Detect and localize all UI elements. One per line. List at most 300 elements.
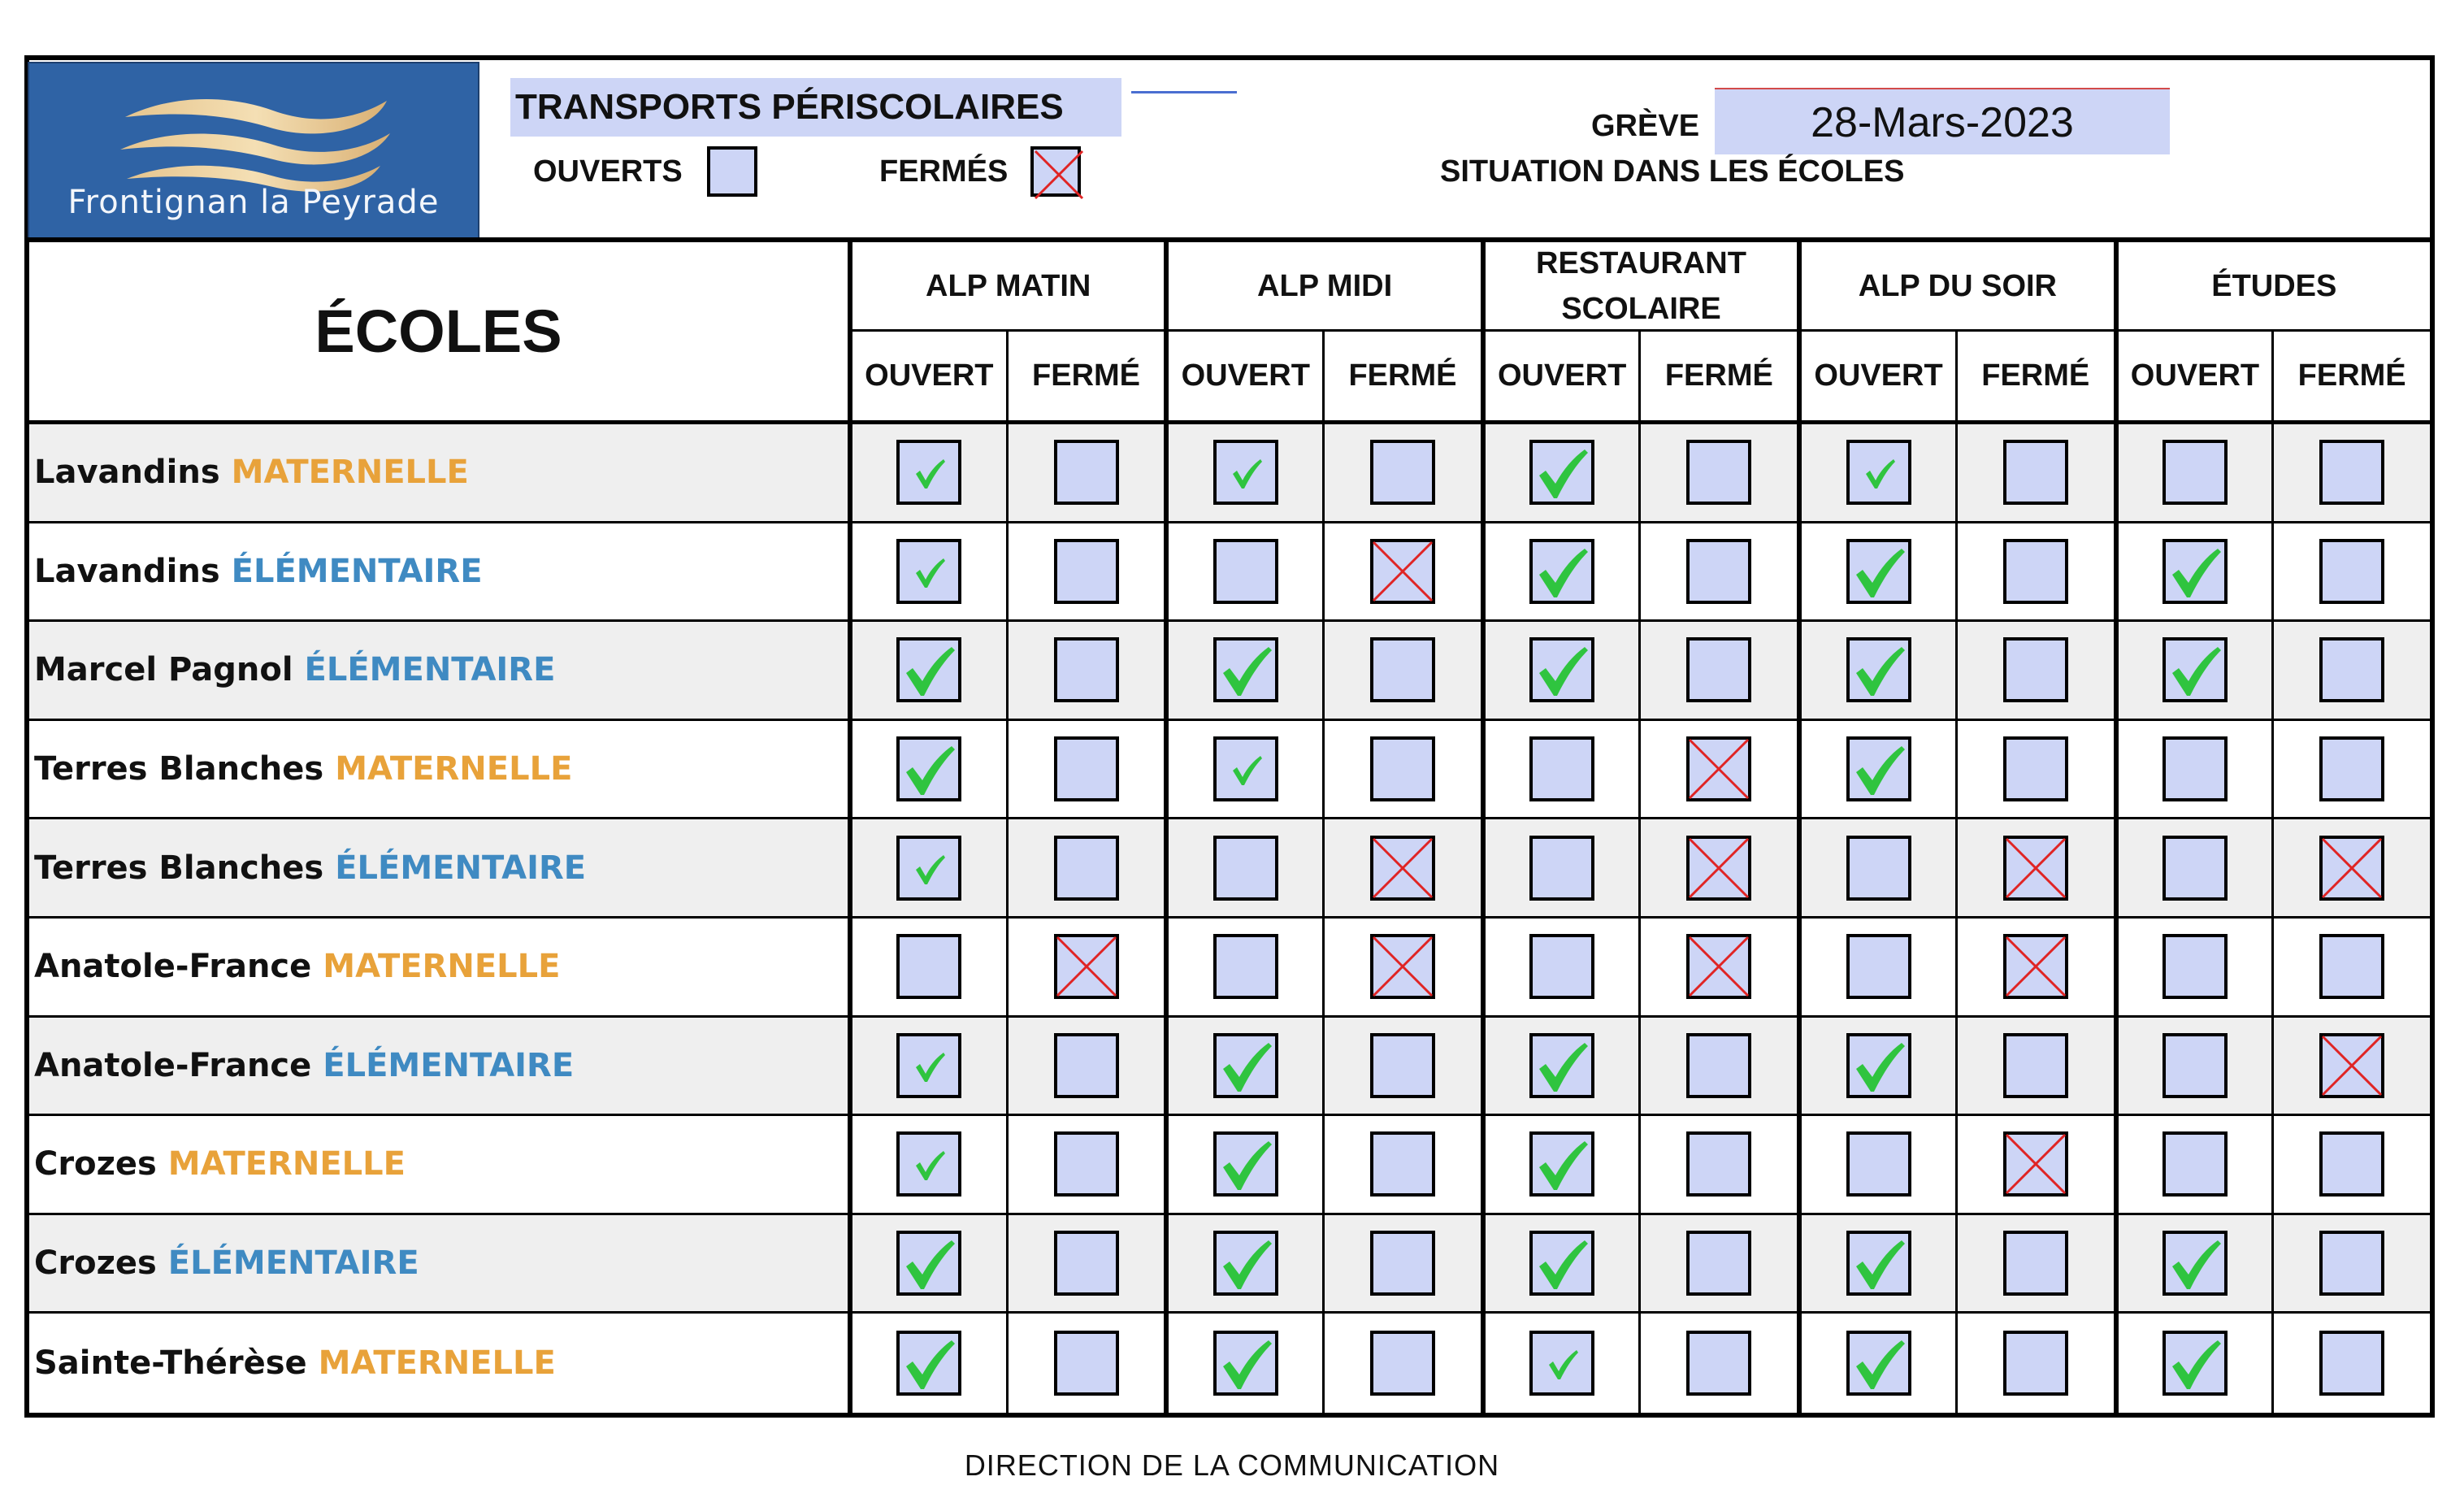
open-checkbox-alp-matin[interactable] [896, 1033, 961, 1098]
status-cell [1638, 1116, 1797, 1215]
open-checkbox-etudes[interactable] [2163, 934, 2228, 999]
check-icon [1846, 1033, 1911, 1098]
closed-checkbox-restaurant-scolaire[interactable] [1686, 836, 1751, 901]
closed-checkbox-etudes[interactable] [2319, 1131, 2384, 1197]
open-checkbox-alp-du-soir[interactable] [1846, 736, 1911, 801]
open-checkbox-alp-du-soir[interactable] [1846, 1131, 1911, 1197]
closed-header-restaurant-scolaire: FERMÉ [1638, 332, 1797, 424]
status-cell [1322, 622, 1481, 721]
open-checkbox-alp-matin[interactable] [896, 1131, 961, 1197]
school-name-row [29, 1018, 848, 1117]
open-checkbox-alp-du-soir[interactable] [1846, 637, 1911, 702]
status-cell [1797, 523, 1955, 623]
closed-header-alp-du-soir: FERMÉ [1955, 332, 2114, 424]
status-cell [1638, 1215, 1797, 1314]
open-header-restaurant-scolaire: OUVERT [1481, 332, 1639, 424]
check-icon [1529, 539, 1594, 604]
closed-checkbox-alp-du-soir[interactable] [2003, 440, 2068, 505]
check-icon [896, 1231, 961, 1296]
status-cell [1797, 819, 1955, 919]
check-icon [1846, 440, 1911, 505]
status-cell [1481, 721, 1639, 820]
closed-checkbox-alp-du-soir[interactable] [2003, 1131, 2068, 1197]
open-checkbox-etudes[interactable] [2163, 539, 2228, 604]
closed-checkbox-restaurant-scolaire[interactable] [1686, 440, 1751, 505]
open-checkbox-etudes[interactable] [2163, 836, 2228, 901]
status-cell [1638, 721, 1797, 820]
cross-icon [1370, 836, 1435, 901]
cross-icon [1054, 934, 1119, 999]
page-title: TRANSPORTS PÉRISCOLAIRES [510, 78, 1121, 137]
status-cell [1481, 1215, 1639, 1314]
closed-checkbox-alp-matin[interactable] [1054, 736, 1119, 801]
open-checkbox-alp-matin[interactable] [896, 736, 961, 801]
closed-header-etudes: FERMÉ [2271, 332, 2430, 424]
open-checkbox-etudes[interactable] [2163, 637, 2228, 702]
status-cell [1164, 622, 1322, 721]
status-cell [2114, 1018, 2272, 1117]
closed-checkbox-alp-midi[interactable] [1370, 1131, 1435, 1197]
closed-checkbox-restaurant-scolaire[interactable] [1686, 736, 1751, 801]
open-checkbox-alp-du-soir[interactable] [1846, 1231, 1911, 1296]
school-name: Anatole-France [34, 1046, 312, 1084]
status-cell [2271, 919, 2430, 1018]
status-cell [2114, 523, 2272, 623]
status-cell [1638, 819, 1797, 919]
closed-checkbox-alp-du-soir[interactable] [2003, 736, 2068, 801]
status-cell [2271, 1018, 2430, 1117]
status-cell [848, 1116, 1006, 1215]
status-cell [1955, 1314, 2114, 1413]
status-cell [2114, 1215, 2272, 1314]
status-cell [1322, 1116, 1481, 1215]
status-cell [1322, 1018, 1481, 1117]
check-icon [1529, 637, 1594, 702]
status-cell [1322, 819, 1481, 919]
status-cell [1797, 1116, 1955, 1215]
schools-table [29, 242, 2430, 1413]
closed-checkbox-etudes[interactable] [2319, 1231, 2384, 1296]
school-name: Marcel Pagnol [34, 651, 293, 689]
status-cell [848, 1018, 1006, 1117]
check-icon [2163, 1231, 2228, 1296]
status-cell [1006, 721, 1165, 820]
situation-label: SITUATION DANS LES ÉCOLES [1440, 154, 1905, 189]
status-cell [848, 919, 1006, 1018]
open-checkbox-alp-matin[interactable] [896, 637, 961, 702]
open-checkbox-alp-midi[interactable] [1213, 637, 1278, 702]
status-cell [1638, 1018, 1797, 1117]
closed-checkbox-restaurant-scolaire[interactable] [1686, 1331, 1751, 1396]
open-checkbox-restaurant-scolaire[interactable] [1529, 1231, 1594, 1296]
status-cell [1322, 919, 1481, 1018]
status-cell [1797, 721, 1955, 820]
school-name: Sainte-Thérèse [34, 1344, 307, 1383]
group-header-restaurant-scolaire: RESTAURANT SCOLAIRE [1481, 242, 1797, 332]
status-cell [1164, 819, 1322, 919]
school-name: Terres Blanches [34, 849, 324, 887]
closed-checkbox-alp-matin[interactable] [1054, 934, 1119, 999]
closed-checkbox-alp-matin[interactable] [1054, 1331, 1119, 1396]
open-checkbox-alp-du-soir[interactable] [1846, 1331, 1911, 1396]
status-cell [1481, 1116, 1639, 1215]
school-level-maternelle: MATERNELLE [335, 750, 573, 788]
open-checkbox-restaurant-scolaire[interactable] [1529, 1131, 1594, 1197]
status-cell [2114, 424, 2272, 523]
status-cell [2271, 1314, 2430, 1413]
status-cell [1006, 819, 1165, 919]
cross-icon [1686, 934, 1751, 999]
closed-checkbox-alp-matin[interactable] [1054, 637, 1119, 702]
status-cell [1797, 424, 1955, 523]
school-level-maternelle: MATERNELLE [323, 948, 561, 986]
status-cell [848, 819, 1006, 919]
status-cell [1006, 1018, 1165, 1117]
closed-checkbox-alp-matin[interactable] [1054, 1033, 1119, 1098]
school-level-elementaire: ÉLÉMENTAIRE [231, 552, 483, 590]
check-icon [896, 440, 961, 505]
status-cell [848, 523, 1006, 623]
school-level-elementaire: ÉLÉMENTAIRE [167, 1244, 419, 1283]
check-icon [896, 1331, 961, 1396]
cross-icon [1370, 539, 1435, 604]
open-checkbox-alp-midi[interactable] [1213, 1033, 1278, 1098]
closed-checkbox-alp-matin[interactable] [1054, 1231, 1119, 1296]
check-icon [1846, 1331, 1911, 1396]
check-icon [1529, 1231, 1594, 1296]
closed-header-alp-matin: FERMÉ [1006, 332, 1165, 424]
open-checkbox-restaurant-scolaire[interactable] [1529, 637, 1594, 702]
status-cell [1638, 622, 1797, 721]
check-icon [1846, 1231, 1911, 1296]
status-cell [1481, 424, 1639, 523]
cross-icon [2003, 934, 2068, 999]
status-cell [1006, 919, 1165, 1018]
open-checkbox-alp-du-soir[interactable] [1846, 440, 1911, 505]
cross-icon [1370, 934, 1435, 999]
school-name-row [29, 1116, 848, 1215]
logo-text: Frontignan la Peyrade [67, 184, 440, 221]
school-level-elementaire: ÉLÉMENTAIRE [304, 651, 556, 689]
open-checkbox-alp-du-soir[interactable] [1846, 539, 1911, 604]
check-icon [896, 1033, 961, 1098]
open-checkbox-alp-matin[interactable] [896, 1331, 961, 1396]
closed-checkbox-alp-matin[interactable] [1054, 539, 1119, 604]
status-cell [1322, 424, 1481, 523]
status-cell [2271, 721, 2430, 820]
status-cell [1638, 919, 1797, 1018]
open-checkbox-alp-midi[interactable] [1213, 1331, 1278, 1396]
school-name-row [29, 622, 848, 721]
status-cell [848, 721, 1006, 820]
closed-checkbox-alp-du-soir[interactable] [2003, 1331, 2068, 1396]
open-checkbox-alp-du-soir[interactable] [1846, 1033, 1911, 1098]
open-header-alp-du-soir: OUVERT [1797, 332, 1955, 424]
strike-label: GRÈVE [1591, 109, 1700, 143]
open-checkbox-alp-matin[interactable] [896, 836, 961, 901]
group-header-alp-matin: ALP MATIN [848, 242, 1164, 332]
status-cell [1164, 1314, 1322, 1413]
open-checkbox-alp-midi[interactable] [1213, 1131, 1278, 1197]
status-cell [1955, 1018, 2114, 1117]
closed-checkbox-alp-midi[interactable] [1370, 836, 1435, 901]
status-cell [1006, 1215, 1165, 1314]
status-cell [2114, 622, 2272, 721]
check-icon [1846, 637, 1911, 702]
schools-header: ÉCOLES [29, 242, 848, 424]
legend-open-label: OUVERTS [533, 154, 683, 189]
status-cell [1955, 622, 2114, 721]
open-checkbox-alp-matin[interactable] [896, 539, 961, 604]
closed-checkbox-alp-matin[interactable] [1054, 440, 1119, 505]
open-checkbox-restaurant-scolaire[interactable] [1529, 440, 1594, 505]
closed-checkbox-etudes[interactable] [2319, 539, 2384, 604]
check-icon [1213, 1131, 1278, 1197]
closed-checkbox-etudes[interactable] [2319, 836, 2384, 901]
status-cell [1797, 919, 1955, 1018]
school-level-maternelle: MATERNELLE [318, 1344, 556, 1383]
open-checkbox-alp-matin[interactable] [896, 934, 961, 999]
closed-checkbox-etudes[interactable] [2319, 1331, 2384, 1396]
footer-credit: DIRECTION DE LA COMMUNICATION [964, 1448, 1500, 1482]
status-cell [1164, 523, 1322, 623]
check-icon [2163, 539, 2228, 604]
school-level-maternelle: MATERNELLE [167, 1145, 406, 1183]
status-cell [1322, 1314, 1481, 1413]
status-cell [2271, 819, 2430, 919]
closed-checkbox-etudes[interactable] [2319, 637, 2384, 702]
status-cell [1955, 819, 2114, 919]
open-checkbox-alp-midi[interactable] [1213, 736, 1278, 801]
status-cell [848, 424, 1006, 523]
closed-checkbox-restaurant-scolaire[interactable] [1686, 1131, 1751, 1197]
check-icon [896, 637, 961, 702]
open-checkbox-restaurant-scolaire[interactable] [1529, 934, 1594, 999]
status-cell [1322, 1215, 1481, 1314]
open-checkbox-alp-midi[interactable] [1213, 539, 1278, 604]
open-checkbox-restaurant-scolaire[interactable] [1529, 736, 1594, 801]
status-cell [1164, 1018, 1322, 1117]
school-name: Lavandins [34, 552, 220, 590]
closed-checkbox-alp-midi[interactable] [1370, 1033, 1435, 1098]
status-cell [1481, 1314, 1639, 1413]
group-header-alp-midi: ALP MIDI [1164, 242, 1480, 332]
status-cell [1006, 1314, 1165, 1413]
open-checkbox-etudes[interactable] [2163, 1331, 2228, 1396]
open-checkbox-alp-matin[interactable] [896, 1231, 961, 1296]
open-checkbox-restaurant-scolaire[interactable] [1529, 1033, 1594, 1098]
cross-icon [1034, 150, 1084, 200]
closed-checkbox-alp-du-soir[interactable] [2003, 934, 2068, 999]
status-cell [848, 622, 1006, 721]
status-cell [1797, 622, 1955, 721]
status-cell [1955, 721, 2114, 820]
status-cell [1164, 1116, 1322, 1215]
school-name-row [29, 819, 848, 919]
status-cell [1322, 523, 1481, 623]
school-name: Crozes [34, 1145, 157, 1183]
status-cell [2271, 622, 2430, 721]
closed-checkbox-alp-midi[interactable] [1370, 539, 1435, 604]
closed-checkbox-alp-midi[interactable] [1370, 1331, 1435, 1396]
check-icon [1846, 736, 1911, 801]
cross-icon [2319, 1033, 2384, 1098]
check-icon [1213, 440, 1278, 505]
status-cell [1006, 424, 1165, 523]
closed-checkbox-restaurant-scolaire[interactable] [1686, 539, 1751, 604]
open-header-alp-matin: OUVERT [848, 332, 1006, 424]
closed-checkbox-restaurant-scolaire[interactable] [1686, 934, 1751, 999]
check-icon [896, 1131, 961, 1197]
closed-checkbox-alp-matin[interactable] [1054, 836, 1119, 901]
group-header-alp-du-soir: ALP DU SOIR [1797, 242, 2113, 332]
status-cell [2114, 819, 2272, 919]
status-cell [1006, 622, 1165, 721]
open-checkbox-etudes[interactable] [2163, 1131, 2228, 1197]
open-header-alp-midi: OUVERT [1164, 332, 1322, 424]
status-cell [1164, 721, 1322, 820]
open-checkbox-alp-du-soir[interactable] [1846, 836, 1911, 901]
status-cell [1164, 1215, 1322, 1314]
closed-checkbox-alp-matin[interactable] [1054, 1131, 1119, 1197]
cross-icon [2003, 1131, 2068, 1197]
status-cell [1322, 721, 1481, 820]
closed-checkbox-etudes[interactable] [2319, 440, 2384, 505]
status-cell [2271, 523, 2430, 623]
status-cell [1797, 1215, 1955, 1314]
open-checkbox-etudes[interactable] [2163, 1231, 2228, 1296]
closed-checkbox-alp-midi[interactable] [1370, 934, 1435, 999]
status-cell [1481, 622, 1639, 721]
closed-checkbox-restaurant-scolaire[interactable] [1686, 637, 1751, 702]
status-cell [2114, 919, 2272, 1018]
open-checkbox-restaurant-scolaire[interactable] [1529, 1331, 1594, 1396]
status-cell [1955, 1215, 2114, 1314]
open-checkbox-etudes[interactable] [2163, 736, 2228, 801]
city-logo [28, 62, 479, 239]
date-field[interactable]: 28-Mars-2023 [1715, 88, 2170, 154]
open-checkbox-restaurant-scolaire[interactable] [1529, 539, 1594, 604]
closed-checkbox-alp-midi[interactable] [1370, 440, 1435, 505]
school-level-elementaire: ÉLÉMENTAIRE [323, 1046, 575, 1084]
status-cell [2271, 424, 2430, 523]
cross-icon [1686, 736, 1751, 801]
closed-checkbox-alp-midi[interactable] [1370, 736, 1435, 801]
status-cell [1797, 1314, 1955, 1413]
status-cell [848, 1314, 1006, 1413]
open-checkbox-alp-du-soir[interactable] [1846, 934, 1911, 999]
status-cell [2271, 1215, 2430, 1314]
status-cell [1164, 424, 1322, 523]
legend-closed-label: FERMÉS [879, 154, 1009, 189]
status-cell [1955, 919, 2114, 1018]
check-icon [1213, 1033, 1278, 1098]
cross-icon [2003, 836, 2068, 901]
school-name-row [29, 721, 848, 820]
open-checkbox-etudes[interactable] [2163, 1033, 2228, 1098]
check-icon [896, 539, 961, 604]
open-checkbox-alp-midi[interactable] [1213, 440, 1278, 505]
cross-icon [2319, 836, 2384, 901]
check-icon [1529, 1033, 1594, 1098]
status-cell [1006, 1116, 1165, 1215]
status-cell [848, 1215, 1006, 1314]
closed-checkbox-etudes[interactable] [2319, 1033, 2384, 1098]
open-checkbox-alp-midi[interactable] [1213, 836, 1278, 901]
closed-checkbox-restaurant-scolaire[interactable] [1686, 1231, 1751, 1296]
status-cell [2114, 1314, 2272, 1413]
school-name: Anatole-France [34, 948, 312, 986]
closed-header-alp-midi: FERMÉ [1322, 332, 1481, 424]
check-icon [2163, 1331, 2228, 1396]
status-cell [1481, 523, 1639, 623]
check-icon [1846, 539, 1911, 604]
open-checkbox-restaurant-scolaire[interactable] [1529, 836, 1594, 901]
closed-checkbox-alp-du-soir[interactable] [2003, 637, 2068, 702]
open-checkbox-etudes[interactable] [2163, 440, 2228, 505]
cross-icon [1686, 836, 1751, 901]
status-cell [1638, 424, 1797, 523]
school-name: Lavandins [34, 454, 220, 492]
closed-checkbox-alp-du-soir[interactable] [2003, 1231, 2068, 1296]
closed-checkbox-alp-du-soir[interactable] [2003, 836, 2068, 901]
status-cell [2114, 1116, 2272, 1215]
school-name-row [29, 1314, 848, 1413]
check-icon [1213, 1331, 1278, 1396]
school-name-row [29, 919, 848, 1018]
status-cell [1955, 424, 2114, 523]
closed-checkbox-restaurant-scolaire[interactable] [1686, 1033, 1751, 1098]
status-cell [2271, 1116, 2430, 1215]
check-icon [1213, 1231, 1278, 1296]
school-name: Terres Blanches [34, 750, 324, 788]
closed-checkbox-alp-midi[interactable] [1370, 637, 1435, 702]
status-cell [1481, 819, 1639, 919]
closed-checkbox-alp-midi[interactable] [1370, 1231, 1435, 1296]
legend-closed-box [1030, 146, 1081, 197]
title-underline [1131, 91, 1237, 93]
check-icon [1213, 736, 1278, 801]
school-name-row [29, 1215, 848, 1314]
check-icon [2163, 637, 2228, 702]
school-level-elementaire: ÉLÉMENTAIRE [335, 849, 587, 887]
closed-checkbox-alp-du-soir[interactable] [2003, 1033, 2068, 1098]
open-checkbox-alp-matin[interactable] [896, 440, 961, 505]
status-cell [1955, 1116, 2114, 1215]
school-level-maternelle: MATERNELLE [231, 454, 469, 492]
open-checkbox-alp-midi[interactable] [1213, 934, 1278, 999]
closed-checkbox-etudes[interactable] [2319, 736, 2384, 801]
status-cell [1797, 1018, 1955, 1117]
open-header-etudes: OUVERT [2114, 332, 2272, 424]
check-icon [896, 836, 961, 901]
closed-checkbox-etudes[interactable] [2319, 934, 2384, 999]
open-checkbox-alp-midi[interactable] [1213, 1231, 1278, 1296]
status-cell [2114, 721, 2272, 820]
status-cell [1481, 919, 1639, 1018]
check-icon [1213, 637, 1278, 702]
status-cell [1955, 523, 2114, 623]
check-icon [1529, 1331, 1594, 1396]
group-header-etudes: ÉTUDES [2114, 242, 2430, 332]
status-cell [1638, 1314, 1797, 1413]
check-icon [1529, 1131, 1594, 1197]
legend-open-box [707, 146, 757, 197]
check-icon [896, 736, 961, 801]
status-cell [1481, 1018, 1639, 1117]
closed-checkbox-alp-du-soir[interactable] [2003, 539, 2068, 604]
school-name: Crozes [34, 1244, 157, 1283]
